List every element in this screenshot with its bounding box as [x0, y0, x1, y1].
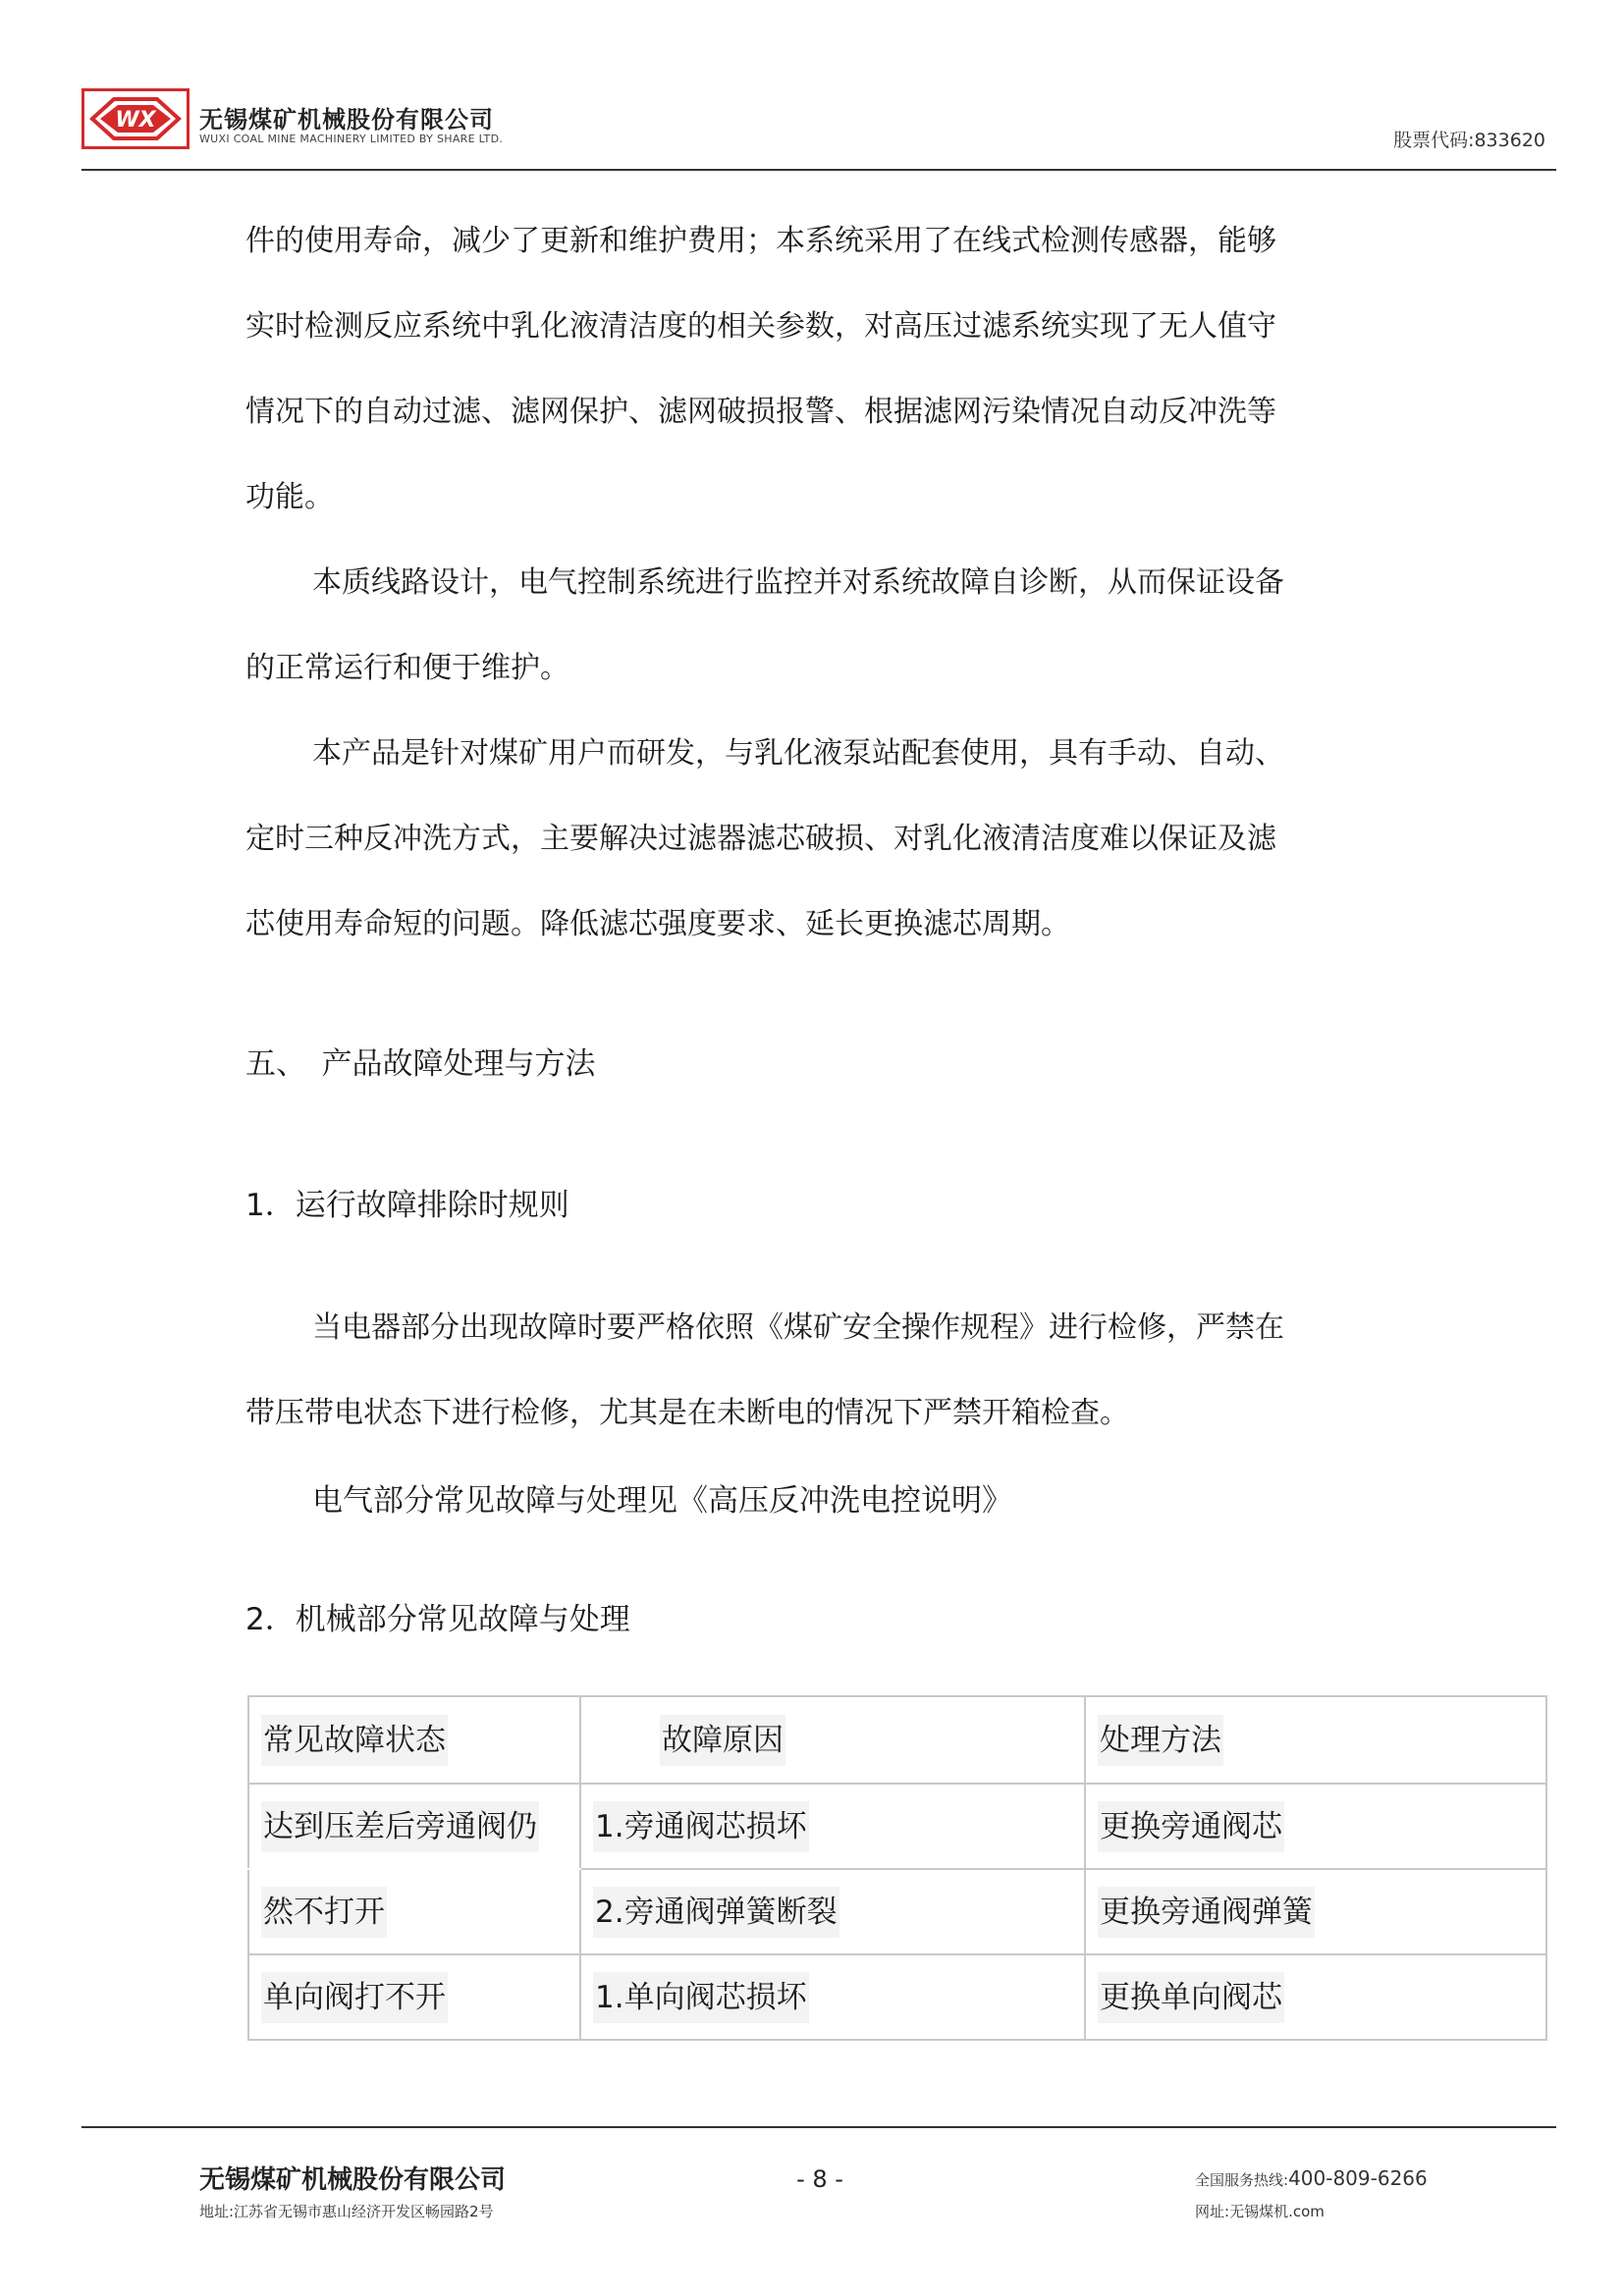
- footer-address: 地址:江苏省无锡市惠山经济开发区畅园路2号: [199, 2203, 494, 2220]
- paragraph-product-purpose: [245, 711, 1386, 967]
- subsection-2-heading: 2．机械部分常见故障与处理: [245, 1602, 630, 1637]
- paragraph-troubleshooting-rules: [245, 1285, 1386, 1456]
- service-hotline: [1195, 2166, 1428, 2190]
- text-line: 功能。: [245, 480, 334, 514]
- page-number: - 8 -: [796, 2165, 843, 2193]
- table-cell-method: 更换旁通阀芯: [1085, 1784, 1546, 1869]
- table-row: [248, 1954, 1546, 2040]
- paragraph-circuit-design: [245, 540, 1386, 711]
- text-line: 情况下的自动过滤、滤网保护、滤网破损报警、根据滤网污染情况自动反冲洗等: [245, 395, 1276, 429]
- table-header-cell: 故障原因: [580, 1696, 1085, 1784]
- section-five-heading: 五、 产品故障处理与方法: [245, 1046, 596, 1082]
- text-line: 芯使用寿命短的问题。降低滤芯强度要求、延长更换滤芯周期。: [245, 907, 1070, 941]
- website: [1195, 2201, 1325, 2221]
- text-line: 定时三种反冲洗方式，主要解决过滤器滤芯破损、对乳化液清洁度难以保证及滤: [245, 822, 1276, 856]
- table-cell-method: 更换旁通阀弹簧: [1085, 1869, 1546, 1954]
- footer-company-name: 无锡煤矿机械股份有限公司: [199, 2165, 507, 2195]
- hotline-number: 400-809-6266: [1288, 2166, 1428, 2190]
- subsection-1-heading: 1．运行故障排除时规则: [245, 1188, 569, 1223]
- text-line: 本质线路设计，电气控制系统进行监控并对系统故障自诊断，从而保证设备: [312, 565, 1284, 600]
- svg-text:WX: WX: [115, 108, 156, 133]
- table-cell-state: 然不打开: [248, 1869, 580, 1954]
- table-header-row: [248, 1696, 1546, 1784]
- header-company-name: 无锡煤矿机械股份有限公司: [199, 106, 494, 133]
- header-divider: [81, 169, 1556, 171]
- text-line: 的正常运行和便于维护。: [245, 651, 569, 685]
- table-cell-method: 更换单向阀芯: [1085, 1954, 1546, 2040]
- table-row: [248, 1869, 1546, 1954]
- text-line: 本产品是针对煤矿用户而研发，与乳化液泵站配套使用，具有手动、自动、: [312, 736, 1284, 771]
- table-cell-cause: 1.旁通阀芯损坏: [580, 1784, 1085, 1869]
- text-line: 带压带电状态下进行检修，尤其是在未断电的情况下严禁开箱检查。: [245, 1396, 1129, 1430]
- hotline-label: 全国服务热线:: [1195, 2171, 1289, 2189]
- footer-divider: [81, 2126, 1556, 2128]
- mechanical-faults-table: [247, 1695, 1547, 2041]
- table-cell-cause: 2.旁通阀弹簧断裂: [580, 1869, 1085, 1954]
- table-cell-state: 达到压差后旁通阀仍: [248, 1784, 580, 1869]
- table-header-cell: 处理方法: [1085, 1696, 1546, 1784]
- table-cell-state: 单向阀打不开: [248, 1954, 580, 2040]
- table-cell-cause: 1.单向阀芯损坏: [580, 1954, 1085, 2040]
- text-line: 当电器部分出现故障时要严格依照《煤矿安全操作规程》进行检修，严禁在: [312, 1310, 1284, 1345]
- table-row: [248, 1784, 1546, 1869]
- logo-icon: [84, 91, 187, 146]
- header-company-english: WUXI COAL MINE MACHINERY LIMITED BY SHARE LTD.: [199, 133, 504, 145]
- text-line: 实时检测反应系统中乳化液清洁度的相关参数，对高压过滤系统实现了无人值守: [245, 309, 1276, 344]
- electrical-faults-note: 电气部分常见故障与处理见《高压反冲洗电控说明》: [312, 1483, 1012, 1519]
- table-header-cell: 常见故障状态: [248, 1696, 580, 1784]
- stock-code: 股票代码:833620: [1393, 130, 1545, 151]
- website-label: 网址:: [1195, 2203, 1230, 2220]
- paragraph-system-features: [245, 198, 1386, 540]
- website-link[interactable]: 无锡煤机.com: [1229, 2203, 1325, 2220]
- company-logo: [81, 88, 189, 149]
- text-line: 件的使用寿命，减少了更新和维护费用；本系统采用了在线式检测传感器，能够: [245, 224, 1276, 258]
